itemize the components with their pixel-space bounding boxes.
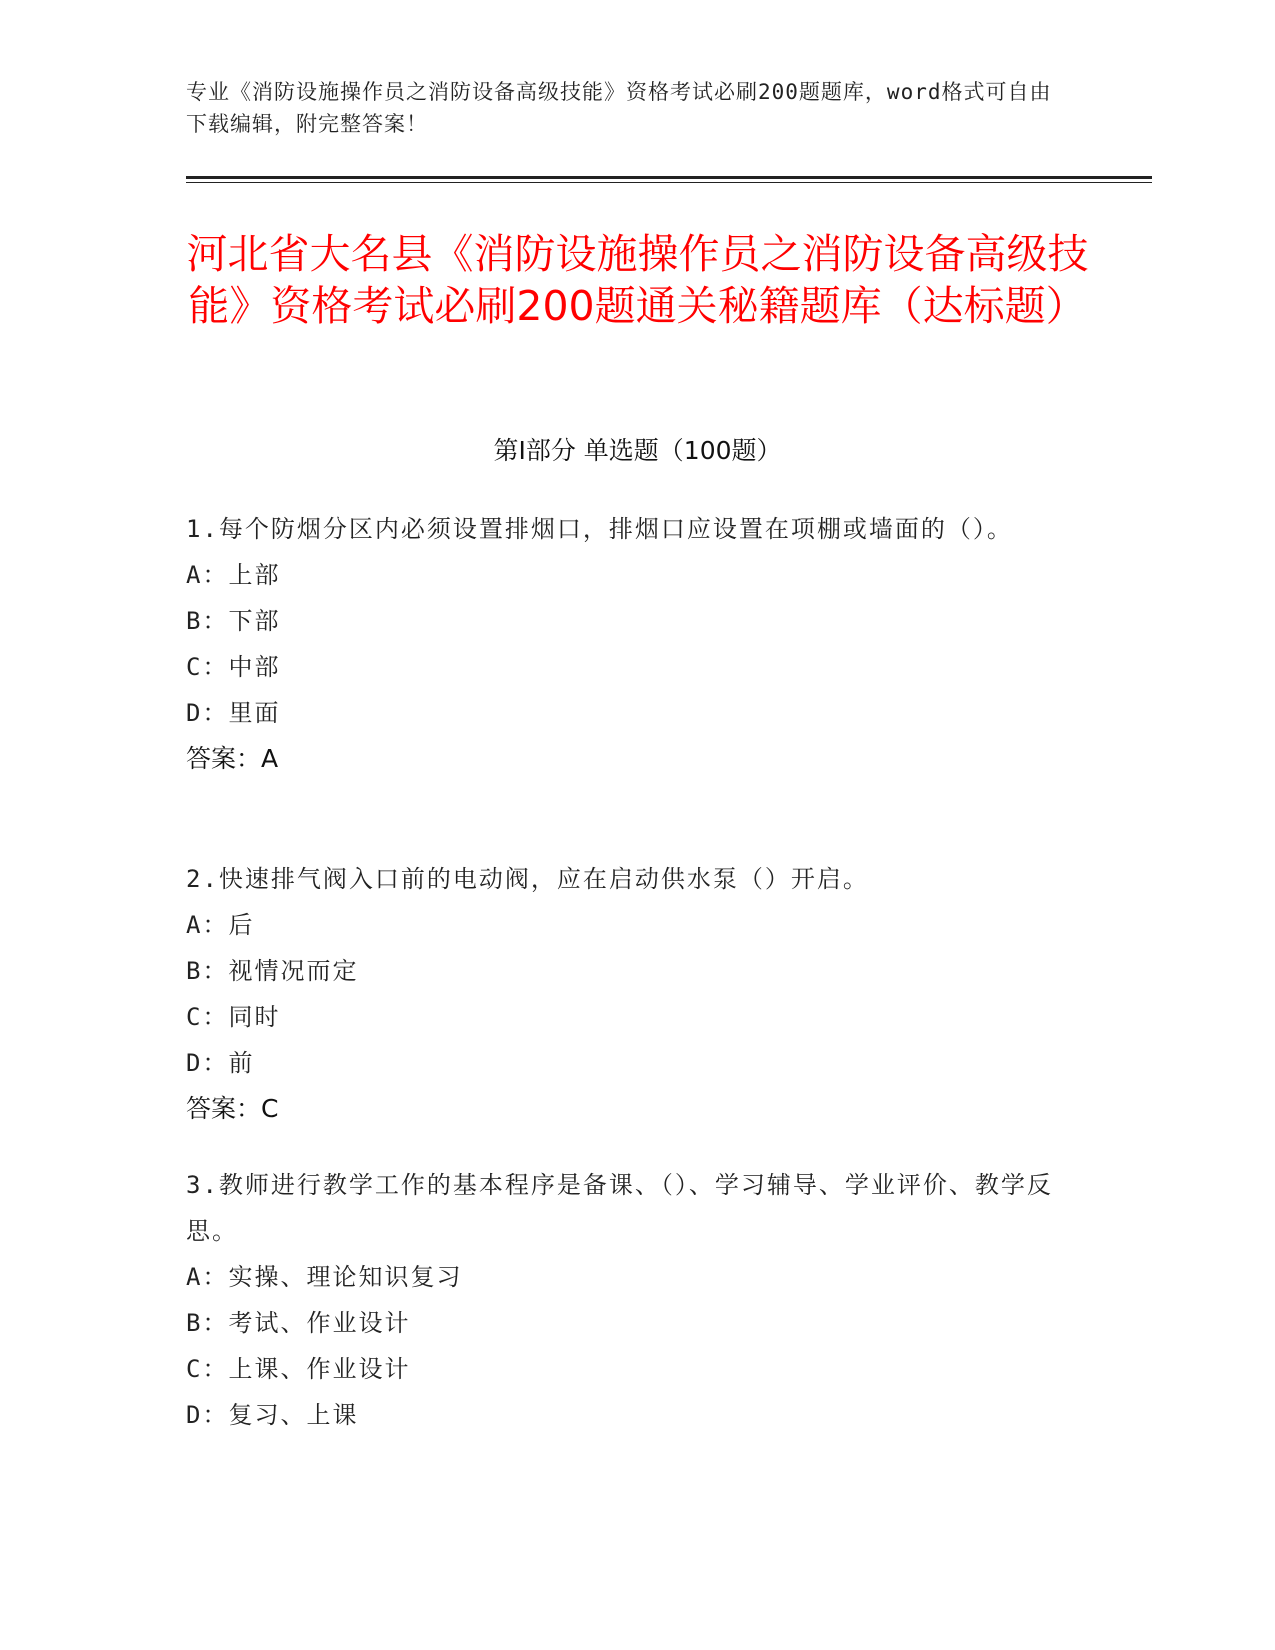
option-c: C：中部: [186, 653, 281, 681]
question-stem: 1.每个防烟分区内必须设置排烟口，排烟口应设置在项棚或墙面的（）。: [186, 515, 1013, 543]
question-stem: 2.快速排气阀入口前的电动阀，应在启动供水泵（）开启。: [186, 865, 869, 893]
question-1: [186, 506, 1076, 782]
answer-line: 答案：C: [186, 1094, 279, 1123]
question-3: [186, 1162, 1076, 1438]
option-d: D：里面: [186, 699, 281, 727]
option-d: D：前: [186, 1049, 255, 1077]
header-note: 专业《消防设施操作员之消防设备高级技能》资格考试必刷200题题库，word格式可自由下载编辑，附完整答案！: [186, 80, 1052, 136]
option-b: B：下部: [186, 607, 281, 635]
answer-line: 答案：A: [186, 744, 279, 773]
option-d: D：复习、上课: [186, 1401, 359, 1429]
option-b: B：视情况而定: [186, 957, 359, 985]
option-a: A：上部: [186, 561, 281, 589]
header-divider-thin: [186, 182, 1152, 183]
question-2: [186, 856, 1076, 1132]
question-stem: 3.教师进行教学工作的基本程序是备课、（）、学习辅导、学业评价、教学反思。: [186, 1171, 1053, 1245]
document-title: 河北省大名县《消防设施操作员之消防设备高级技能》资格考试必刷200题通关秘籍题库（达标题）: [186, 230, 1089, 330]
option-c: C：上课、作业设计: [186, 1355, 411, 1383]
section-heading: 第I部分 单选题（100题）: [493, 436, 782, 465]
header-divider-thick: [186, 176, 1152, 179]
option-a: A：后: [186, 911, 255, 939]
option-c: C：同时: [186, 1003, 281, 1031]
option-b: B：考试、作业设计: [186, 1309, 411, 1337]
option-a: A：实操、理论知识复习: [186, 1263, 463, 1291]
